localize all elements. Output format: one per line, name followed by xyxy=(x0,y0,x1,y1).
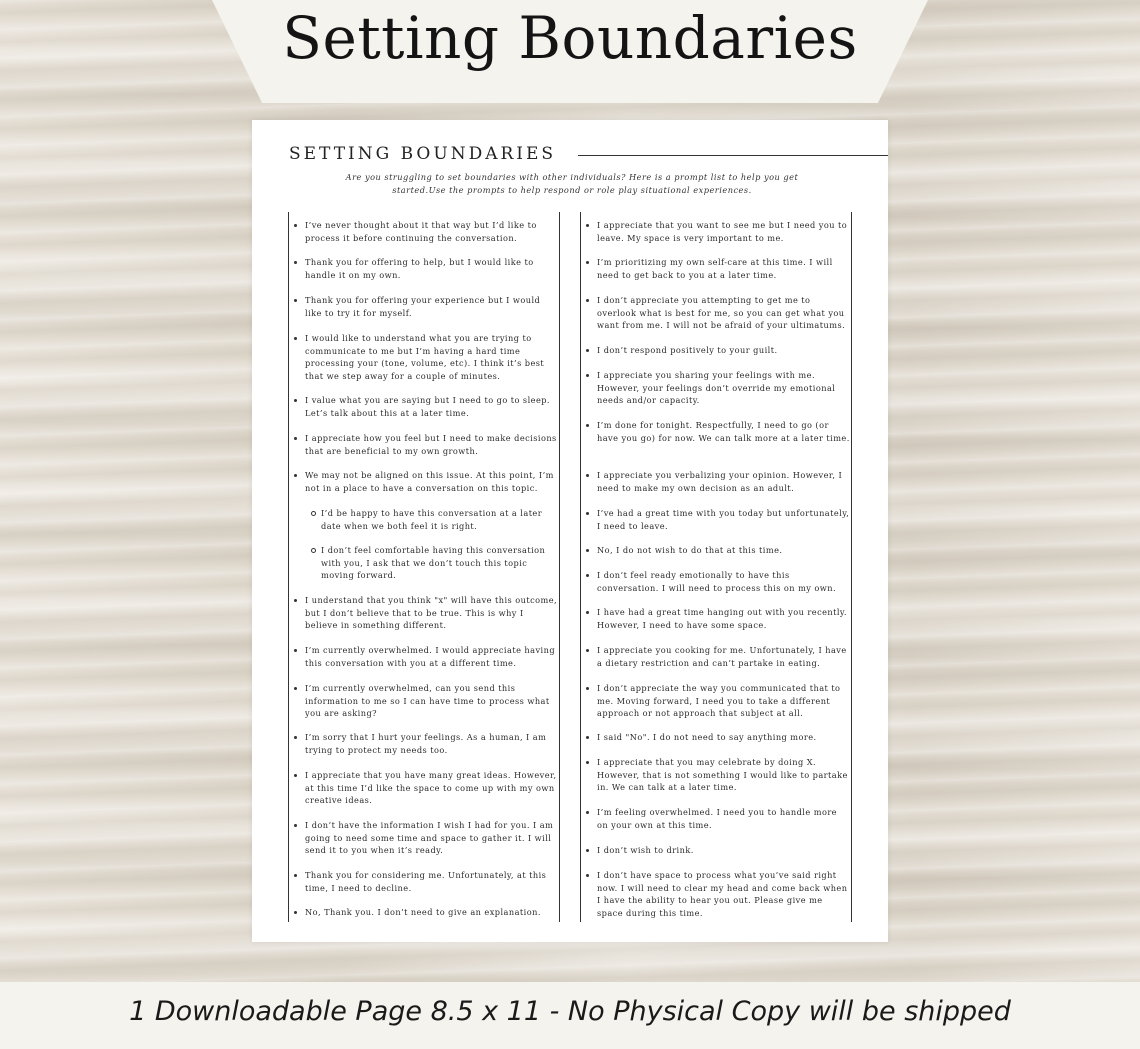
bullet-icon xyxy=(294,736,297,739)
list-item: I appreciate you verbalizing your opinion. However, I need to make my own decision as an adult. xyxy=(597,469,851,494)
list-item: I’ve never thought about it that way but I’d like to process it before continuing the conversation. xyxy=(305,219,559,244)
bullet-icon xyxy=(586,474,589,477)
bullet-icon xyxy=(586,649,589,652)
list-item: I’m done for tonight. Respectfully, I need to go (or have you go) for now. We can talk more at a later time. xyxy=(597,419,851,444)
list-item: I’m sorry that I hurt your feelings. As a human, I am trying to protect my needs too. xyxy=(305,731,559,756)
bullet-icon xyxy=(294,774,297,777)
bullet-icon xyxy=(294,399,297,402)
list-item: I’ve had a great time with you today but unfortunately, I need to leave. xyxy=(597,507,851,532)
list-item: Thank you for offering to help, but I would like to handle it on my own. xyxy=(305,256,559,281)
bullet-icon xyxy=(294,911,297,914)
list-item: I’m currently overwhelmed, can you send this information to me so I can have time to process what you are asking? xyxy=(305,682,559,720)
list-item: I don’t appreciate you attempting to get me to overlook what is best for me, so you can get what you want from me. I will not be afraid of your ultimatums. xyxy=(597,294,851,332)
list-item: I appreciate that you want to see me but I need you to leave. My space is very important to me. xyxy=(597,219,851,244)
list-item: I’m currently overwhelmed. I would appreciate having this conversation with you at a different time. xyxy=(305,644,559,669)
bullet-icon xyxy=(294,687,297,690)
worksheet-heading: SETTING BOUNDARIES xyxy=(289,144,557,164)
bullet-icon xyxy=(294,337,297,340)
bullet-icon xyxy=(586,736,589,739)
bullet-icon xyxy=(586,299,589,302)
hollow-bullet-icon xyxy=(311,511,316,516)
bullet-icon xyxy=(586,811,589,814)
bullet-icon xyxy=(586,224,589,227)
list-item: No, Thank you. I don’t need to give an explanation. xyxy=(305,906,559,919)
sub-list-item: I’d be happy to have this conversation at a later date when we both feel it is right. xyxy=(321,507,559,532)
list-item: Thank you for offering your experience but I would like to try it for myself. xyxy=(305,294,559,319)
list-item: I’m feeling overwhelmed. I need you to handle more on your own at this time. xyxy=(597,806,851,831)
bullet-icon xyxy=(586,512,589,515)
bullet-icon xyxy=(294,474,297,477)
footer-text: 1 Downloadable Page 8.5 x 11 - No Physical Copy will be shipped xyxy=(129,996,1011,1027)
worksheet-intro: Are you struggling to set boundaries with other individuals? Here is a prompt list to help you get started.Use the prompts to help respond or role play situational experiences. xyxy=(345,172,799,195)
bullet-icon xyxy=(294,299,297,302)
bullet-icon xyxy=(586,687,589,690)
right-prompt-column xyxy=(580,212,852,922)
bullet-icon xyxy=(586,374,589,377)
bullet-icon xyxy=(586,874,589,877)
list-item: I don’t have the information I wish I had for you. I am going to need some time and space to gather it. I will send it to you when it’s ready. xyxy=(305,819,559,857)
heading-rule xyxy=(578,155,888,156)
bullet-icon xyxy=(294,224,297,227)
bullet-icon xyxy=(586,761,589,764)
bullet-icon xyxy=(294,874,297,877)
list-item: I don’t respond positively to your guilt. xyxy=(597,344,851,357)
list-item: I would like to understand what you are trying to communicate to me but I’m having a hard time processing your (tone, volume, etc). I think it’s best that we step away for a couple of minutes. xyxy=(305,332,559,382)
bullet-icon xyxy=(586,349,589,352)
bullet-icon xyxy=(586,574,589,577)
list-item: I appreciate you cooking for me. Unfortunately, I have a dietary restriction and can’t partake in eating. xyxy=(597,644,851,669)
list-item: I appreciate that you have many great ideas. However, at this time I’d like the space to come up with my own creative ideas. xyxy=(305,769,559,807)
bullet-icon xyxy=(586,424,589,427)
bullet-icon xyxy=(586,549,589,552)
list-item: I don’t wish to drink. xyxy=(597,844,851,857)
list-item: I appreciate that you may celebrate by doing X. However, that is not something I would like to partake in. We can talk at a later time. xyxy=(597,756,851,794)
bullet-icon xyxy=(294,649,297,652)
list-item: I don’t have space to process what you’ve said right now. I will need to clear my head and come back when I have the ability to hear you out. Please give me space during this time. xyxy=(597,869,851,919)
list-item: I’m prioritizing my own self-care at this time. I will need to get back to you at a later time. xyxy=(597,256,851,281)
hollow-bullet-icon xyxy=(311,548,316,553)
bullet-icon xyxy=(586,611,589,614)
list-item: I appreciate how you feel but I need to make decisions that are beneficial to my own growth. xyxy=(305,432,559,457)
left-prompt-column xyxy=(288,212,560,922)
list-item: Thank you for considering me. Unfortunately, at this time, I need to decline. xyxy=(305,869,559,894)
bullet-icon xyxy=(294,261,297,264)
list-item: I understand that you think "x" will have this outcome, but I don’t believe that to be true. This is why I believe in something different. xyxy=(305,594,559,632)
sub-list-item: I don’t feel comfortable having this conversation with you, I ask that we don’t touch this topic moving forward. xyxy=(321,544,559,582)
bullet-icon xyxy=(294,599,297,602)
list-item: I don’t appreciate the way you communicated that to me. Moving forward, I need you to take a different approach or not approach that subject at all. xyxy=(597,682,851,720)
bullet-icon xyxy=(586,261,589,264)
list-item: I have had a great time hanging out with you recently. However, I need to have some space. xyxy=(597,606,851,631)
banner-title: Setting Boundaries xyxy=(282,4,858,72)
bullet-icon xyxy=(586,849,589,852)
worksheet-page xyxy=(252,120,888,942)
list-item: I don’t feel ready emotionally to have this conversation. I will need to process this on my own. xyxy=(597,569,851,594)
bullet-icon xyxy=(294,824,297,827)
list-item: We may not be aligned on this issue. At this point, I’m not in a place to have a conversation on this topic. xyxy=(305,469,559,494)
list-item: I appreciate you sharing your feelings with me. However, your feelings don’t override my emotional needs and/or capacity. xyxy=(597,369,851,407)
list-item: I value what you are saying but I need to go to sleep. Let’s talk about this at a later time. xyxy=(305,394,559,419)
footer-banner xyxy=(0,982,1140,1049)
bullet-icon xyxy=(294,437,297,440)
list-item: I said "No". I do not need to say anything more. xyxy=(597,731,851,744)
list-item: No, I do not wish to do that at this time. xyxy=(597,544,851,557)
